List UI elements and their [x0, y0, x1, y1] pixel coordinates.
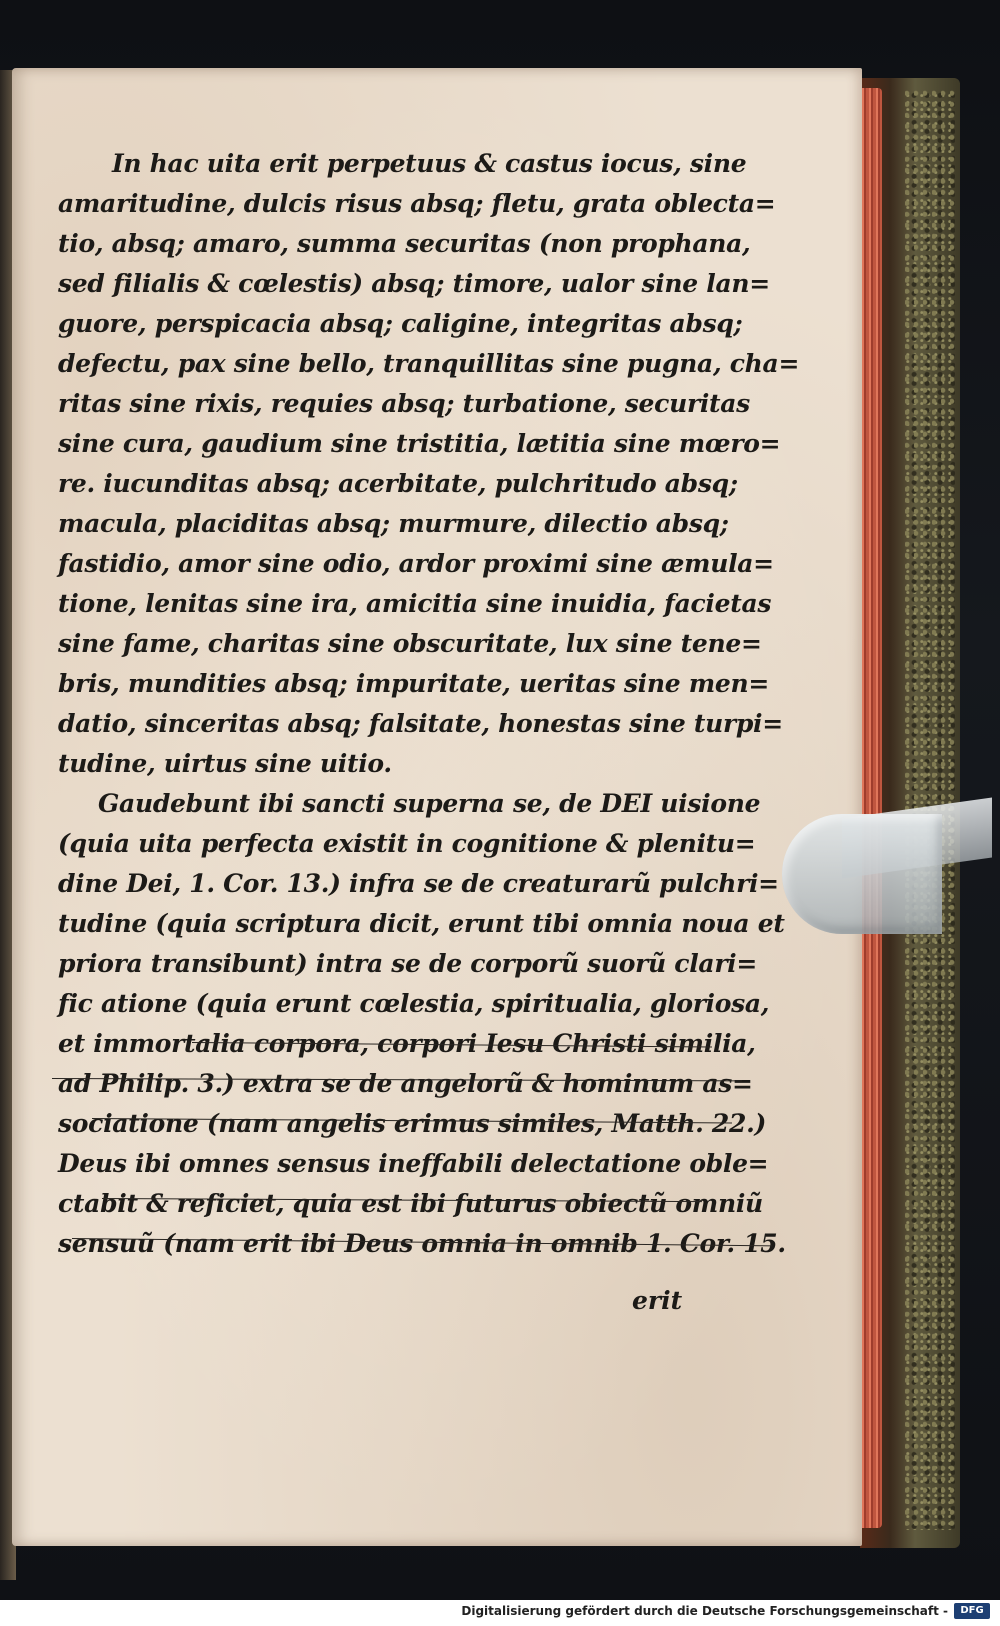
text-line: tudine, uirtus sine uitio. [58, 749, 392, 778]
text-line: fastidio, amor sine odio, ardor proximi sine æmula= [58, 549, 774, 578]
text-line: sensuũ (nam erit ibi Deus omnia in omnib 1. Cor. 15. [58, 1229, 786, 1258]
text-line: fic atione (quia erunt cœlestia, spiritualia, gloriosa, [58, 989, 770, 1018]
text-line: tudine (quia scriptura dicit, erunt tibi omnia noua et [58, 909, 785, 938]
text-line: guore, perspicacia absq; caligine, integritas absq; [58, 309, 743, 338]
text-line: tio, absq; amaro, summa securitas (non prophana, [58, 229, 751, 258]
text-line: datio, sinceritas absq; falsitate, honestas sine turpi= [58, 709, 783, 738]
footer-credit: Digitalisierung gefördert durch die Deutsche Forschungsgemeinschaft - [461, 1604, 948, 1618]
text-line: amaritudine, dulcis risus absq; fletu, grata oblecta= [58, 189, 776, 218]
text-line: macula, placiditas absq; murmure, dilectio absq; [58, 509, 729, 538]
book-clip [782, 814, 942, 934]
book-page [12, 68, 862, 1546]
text-line: sociatione (nam angelis erimus similes, Matth. 22.) [58, 1109, 767, 1138]
text-line: defectu, pax sine bello, tranquillitas sine pugna, cha= [58, 349, 800, 378]
text-line: priora transibunt) intra se de corporũ suorũ clari= [58, 949, 758, 978]
text-line: sed filialis & cœlestis) absq; timore, ualor sine lan= [58, 269, 770, 298]
text-line: ad Philip. 3.) extra se de angelorũ & hominum as= [58, 1069, 753, 1098]
text-line: (quia uita perfecta existit in cognitione & plenitu= [58, 829, 756, 858]
text-line: sine cura, gaudium sine tristitia, lætitia sine mœro= [58, 429, 781, 458]
text-line: ctabit & reficiet, quia est ibi futurus obiectũ omniũ [58, 1189, 763, 1218]
text-line: Deus ibi omnes sensus ineffabili delectatione oble= [58, 1149, 769, 1178]
text-line: dine Dei, 1. Cor. 13.) infra se de creaturarũ pulchri= [58, 869, 779, 898]
dfg-logo: DFG [954, 1603, 990, 1619]
page-text [58, 144, 800, 1264]
text-line: re. iucunditas absq; acerbitate, pulchritudo absq; [58, 469, 738, 498]
text-line: Gaudebunt ibi sancti superna se, de DEI uisione [98, 789, 761, 818]
catchword: erit [632, 1286, 683, 1315]
text-line: In hac uita erit perpetuus & castus iocus, sine [112, 149, 747, 178]
text-line: bris, mundities absq; impuritate, ueritas sine men= [58, 669, 770, 698]
text-line: tione, lenitas sine ira, amicitia sine inuidia, facietas [58, 589, 772, 618]
text-line: et immortalia corpora, corpori Iesu Christi similia, [58, 1029, 756, 1058]
text-line: ritas sine rixis, requies absq; turbatione, securitas [58, 389, 750, 418]
text-line: sine fame, charitas sine obscuritate, lux sine tene= [58, 629, 762, 658]
